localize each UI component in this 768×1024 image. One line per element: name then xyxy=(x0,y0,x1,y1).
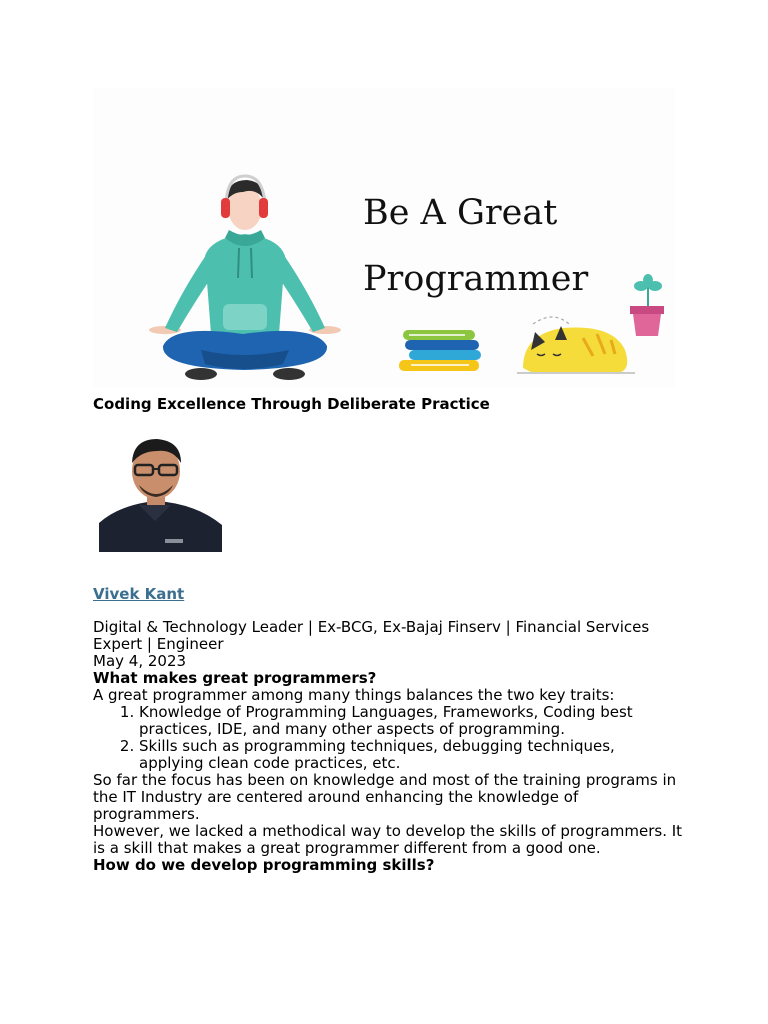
hero-title-line2: Programmer xyxy=(363,259,589,299)
article-body xyxy=(93,619,683,874)
author-photo-image xyxy=(99,433,222,552)
paragraph-knowledge-focus: So far the focus has been on knowledge and most of the training programs in the IT Industry are centered around enhancing the knowledge of programmers. xyxy=(93,771,677,823)
intro-paragraph: A great programmer among many things balances the two key traits: xyxy=(93,686,615,704)
plant-pot-illustration xyxy=(630,274,664,336)
author-name-link[interactable]: Vivek Kant xyxy=(93,585,185,603)
meditating-person-illustration xyxy=(149,176,341,380)
section-heading-develop-skills: How do we develop programming skills? xyxy=(93,856,435,874)
section-heading-great-programmers: What makes great programmers? xyxy=(93,669,377,687)
list-item: 2. Skills such as programming techniques, debugging techniques, applying clean code practices, etc. xyxy=(139,738,683,772)
author-headline: Digital & Technology Leader | Ex-BCG, Ex-Bajaj Finserv | Financial Services Expert | Engineer xyxy=(93,618,650,653)
books-stack-illustration xyxy=(399,330,481,371)
article-subtitle: Coding Excellence Through Deliberate Practice xyxy=(93,395,490,413)
sleeping-cat-illustration xyxy=(517,317,635,373)
traits-list xyxy=(93,704,683,772)
hero-title xyxy=(363,180,588,312)
author-avatar xyxy=(99,433,222,552)
paragraph-skills-gap: However, we lacked a methodical way to develop the skills of programmers. It is a skill that makes a great programmer different from a good one. xyxy=(93,822,683,857)
hero-title-line1: Be A Great xyxy=(363,193,558,233)
publish-date: May 4, 2023 xyxy=(93,652,187,670)
list-item: 1. Knowledge of Programming Languages, Frameworks, Coding best practices, IDE, and many other aspects of programming. xyxy=(139,704,683,738)
hero-banner xyxy=(93,88,675,388)
